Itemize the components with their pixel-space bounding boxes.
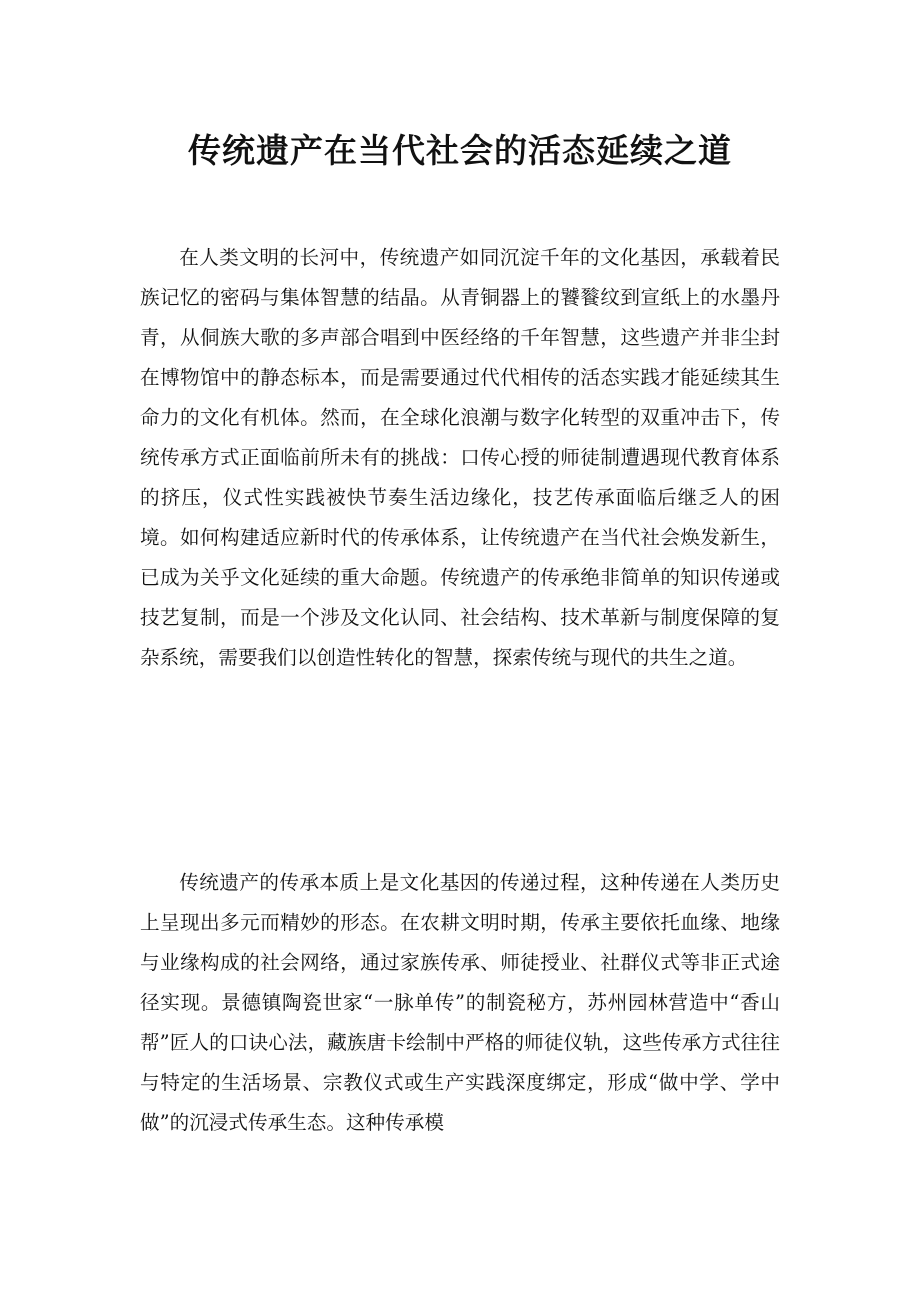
paragraph-intro: 在人类文明的长河中，传统遗产如同沉淀千年的文化基因，承载着民族记忆的密码与集体智慧的结晶。从青铜器上的饕餮纹到宣纸上的水墨丹青，从侗族大歌的多声部合唱到中医经络的千年智慧，这些遗产并非尘封在博物馆中的静态标本，而是需要通过代代相传的活态实践才能延续其生命力的文化有机体。然而，在全球化浪潮与数字化转型的双重冲击下，传统传承方式正面临前所未有的挑战：口传心授的师徒制遭遇现代教育体系的挤压，仪式性实践被快节奏生活边缘化，技艺传承面临后继乏人的困境。如何构建适应新时代的传承体系，让传统遗产在当代社会焕发新生，已成为关乎文化延续的重大命题。传统遗产的传承绝非简单的知识传递或技艺复制，而是一个涉及文化认同、社会结构、技术革新与制度保障的复杂系统，需要我们以创造性转化的智慧，探索传统与现代的共生之道。 xyxy=(140,246,780,669)
paragraph-transmission: 传统遗产的传承本质上是文化基因的传递过程，这种传递在人类历史上呈现出多元而精妙的形态。在农耕文明时期，传承主要依托血缘、地缘与业缘构成的社会网络，通过家族传承、师徒授业、社群仪式等非正式途径实现。景德镇陶瓷世家“一脉单传”的制瓷秘方，苏州园林营造中“香山帮”匠人的口诀心法，藏族唐卡绘制中严格的师徒仪轨，这些传承方式往往与特定的生活场景、宗教仪式或生产实践深度绑定，形成“做中学、学中做”的沉浸式传承生态。这种传承模 xyxy=(140,871,780,1134)
document-title: 传统遗产在当代社会的活态延续之道 xyxy=(188,131,732,170)
